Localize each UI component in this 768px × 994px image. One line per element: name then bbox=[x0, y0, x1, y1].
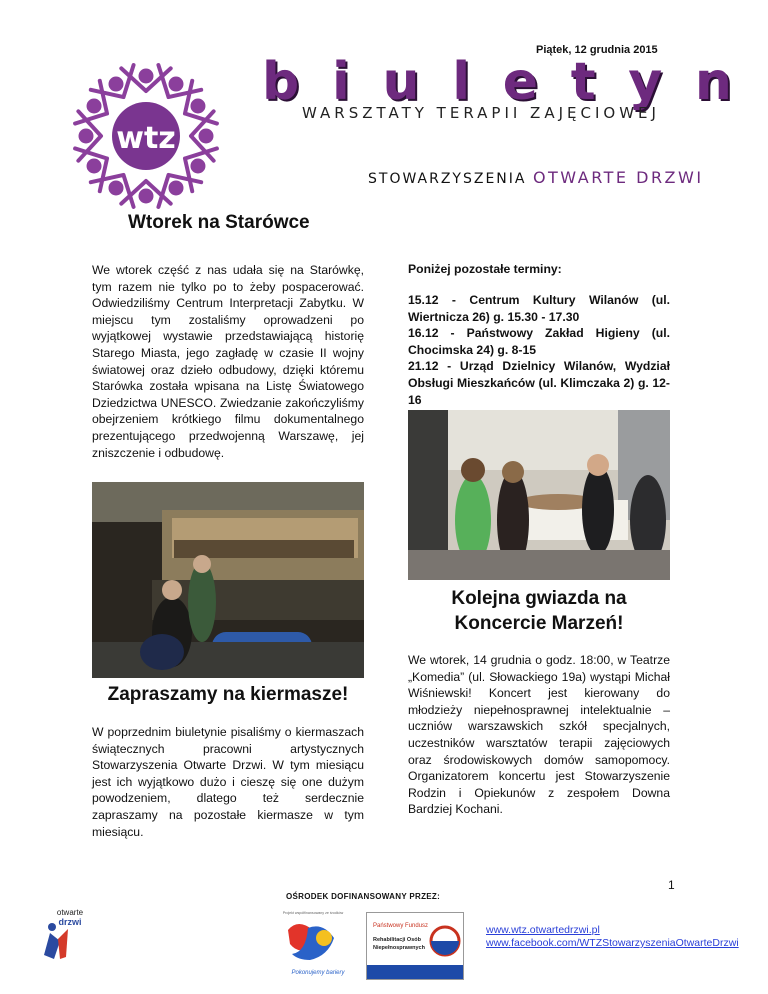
exhibition-photo bbox=[92, 482, 364, 678]
org-name: OTWARTE DRZWI bbox=[532, 168, 704, 187]
fair-photo bbox=[408, 410, 670, 580]
pfron-logo bbox=[366, 912, 464, 980]
pfron-small-logo bbox=[278, 908, 348, 980]
title-letter: l bbox=[452, 52, 471, 112]
title-letter: t bbox=[570, 52, 596, 112]
page-number: 1 bbox=[668, 878, 675, 892]
title-letter: y bbox=[628, 52, 663, 112]
article-title-gwiazda bbox=[408, 586, 670, 636]
title-letter: u bbox=[382, 52, 420, 112]
svg-text:Niepełnosprawnych: Niepełnosprawnych bbox=[373, 945, 425, 951]
emblem-figure-head bbox=[191, 159, 205, 173]
emblem-figure-head bbox=[139, 189, 153, 203]
organization-name bbox=[368, 168, 704, 187]
emblem-figure-head bbox=[87, 99, 101, 113]
emblem-text: wtz bbox=[116, 121, 176, 156]
sponsor-label: OŚRODEK DOFINANSOWANY PRZEZ: bbox=[286, 892, 441, 901]
title-letter: b bbox=[262, 52, 300, 112]
svg-text:drzwi: drzwi bbox=[58, 917, 82, 927]
dates-heading: Poniżej pozostałe terminy: bbox=[408, 262, 562, 276]
website-link[interactable]: www.wtz.otwartedrzwi.pl bbox=[486, 924, 600, 936]
title-letter: n bbox=[694, 52, 732, 112]
issue-date: Piątek, 12 grudnia 2015 bbox=[536, 44, 658, 56]
article-body-gwiazda: We wtorek, 14 grudnia o godz. 18:00, w Teatrze „Komedia” (ul. Słowackiego 19a) wystąpi Michał Wiśniewski! Koncert jest kierowany do młodzieży niepełnosprawnej intelektualnie – uczniów warszawskich szkół specjalnych, uczestników warsztatów terapii zajęciowych oraz środowiskowych domów samopomocy. Organizatorem koncertu jest Stowarzyszenie Rodzin i Opiekunów z zespołem Downa Bardziej Kochani. bbox=[408, 653, 670, 817]
list-item: 16.12 - Państwowy Zakład Higieny (ul. Chocimska 24) g. 8-15 bbox=[408, 326, 670, 357]
emblem-figure-head bbox=[87, 159, 101, 173]
emblem-figure-head bbox=[199, 129, 213, 143]
wtz-emblem-logo bbox=[62, 52, 230, 220]
bulletin-subtitle: WARSZTATY TERAPII ZAJĘCIOWEJ bbox=[302, 104, 660, 122]
list-item: 21.12 - Urząd Dzielnicy Wilanów, Wydział Obsługi Mieszkańców (ul. Klimczaka 2) g. 12-16 bbox=[408, 359, 670, 407]
title-line: Kolejna gwiazda na bbox=[451, 588, 627, 609]
svg-text:otwarte: otwarte bbox=[56, 908, 84, 917]
bulletin-title bbox=[262, 54, 732, 110]
svg-text:Projekt współfinansowany ze śr: Projekt współfinansowany ze środków bbox=[282, 911, 344, 915]
emblem-figure-head bbox=[139, 69, 153, 83]
emblem-figure-head bbox=[169, 77, 183, 91]
svg-text:Państwowy Fundusz: Państwowy Fundusz bbox=[373, 923, 429, 929]
article-body-kiermasze: W poprzednim biuletynie pisaliśmy o kiermaszach świątecznych pracowni artystycznych Stowarzyszenia Otwarte Drzwi. W tym miesiącu jest ich wyjątkowo dużo i cieszę się one dużym powodzeniem, dlatego też serdecznie zapraszamy na pozostałe kiermasze w tym miesiącu. bbox=[92, 725, 364, 839]
dates-list bbox=[408, 292, 670, 408]
emblem-figure-head bbox=[109, 181, 123, 195]
emblem-figure-head bbox=[191, 99, 205, 113]
svg-text:Pokonujemy bariery: Pokonujemy bariery bbox=[291, 970, 345, 976]
title-line: Koncercie Marzeń! bbox=[454, 613, 624, 634]
article-title-starowka: Wtorek na Starówce bbox=[128, 212, 310, 233]
article-body-starowka: We wtorek część z nas udała się na Starówkę, tym razem nie tylko po to żeby pospacerować. Odwiedziliśmy Centrum Interpretacji Zabytku. W miejscu tym zostaliśmy oprowadzeni po wyjątkowej wystawie przedstawiającą historię Starego Miasta, jego zagładę w czasie II wojny światowej oraz dzieło odbudowy, dzięki któremu Starówka została wpisana na Listę Światowego Dziedzictwa UNESCO. Zwiedzanie zakończyliśmy obejrzeniem krótkiego filmu dokumentalnego prezentującego przedwojenną Warszawę, jej zniszczenie i odbudowę. bbox=[92, 263, 364, 460]
emblem-figure-head bbox=[79, 129, 93, 143]
emblem-figure-head bbox=[169, 181, 183, 195]
svg-text:Rehabilitacji Osób: Rehabilitacji Osób bbox=[373, 937, 421, 943]
facebook-link[interactable]: www.facebook.com/WTZStowarzyszeniaOtwarteDrzwi bbox=[486, 937, 739, 949]
list-item: 15.12 - Centrum Kultury Wilanów (ul. Wiertnicza 26) g. 15.30 - 17.30 bbox=[408, 293, 670, 324]
org-prefix: STOWARZYSZENIA bbox=[368, 171, 527, 187]
otwarte-drzwi-logo bbox=[40, 905, 86, 961]
article-title-kiermasze: Zapraszamy na kiermasze! bbox=[107, 684, 349, 705]
emblem-figure-head bbox=[109, 77, 123, 91]
title-letter: i bbox=[331, 52, 350, 112]
title-letter: e bbox=[502, 52, 539, 112]
footer-links bbox=[486, 924, 739, 950]
